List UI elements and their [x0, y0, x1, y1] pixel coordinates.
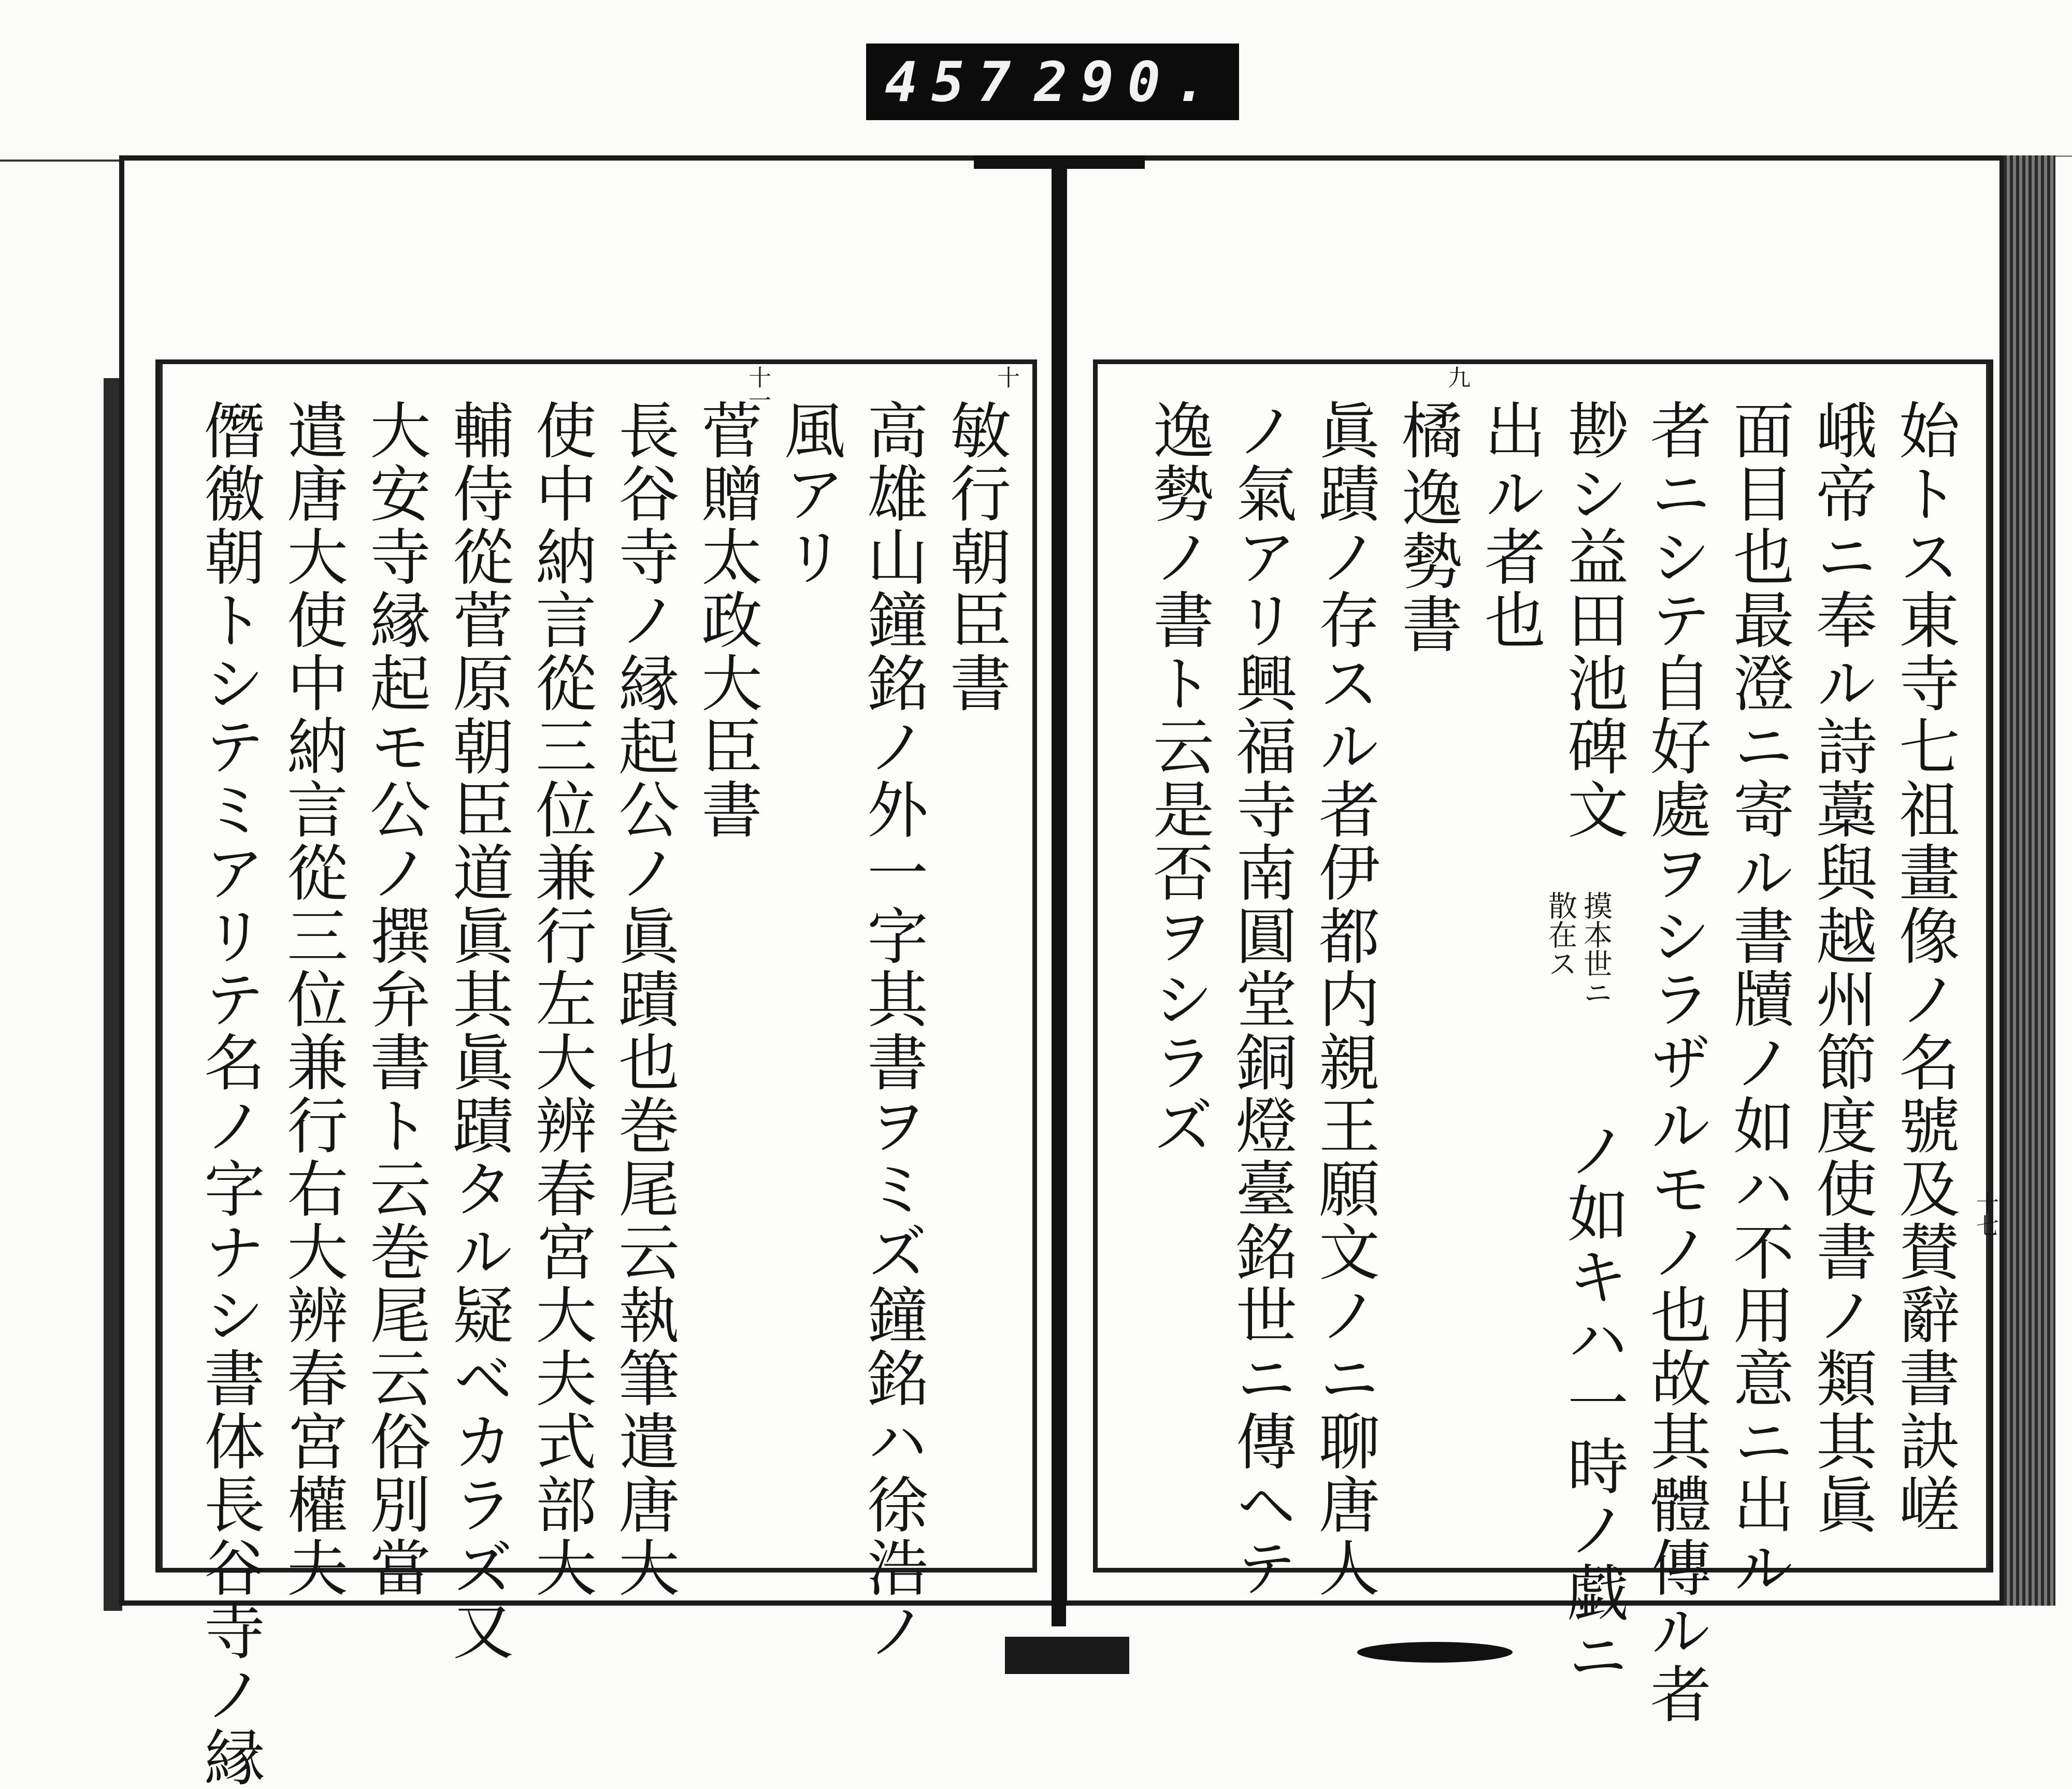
catalog-number-left: 457: [885, 50, 1025, 114]
text-column: 面目也最澄ニ寄ル書牘ノ如ハ不用意ニ出ル: [1723, 399, 1794, 1599]
frame-rule: [1986, 364, 1989, 1568]
section-number: 十: [993, 366, 1019, 388]
text-column: 者ニシテ自好處ヲシラザルモノ也故其體傳ル者: [1640, 399, 1711, 1726]
text-column: 出ル者也: [1474, 399, 1546, 652]
text-column: 始トス東寺七祖畫像ノ名號及賛辭書訣嵯: [1889, 399, 1960, 1536]
catalog-label: [866, 44, 1239, 120]
binding-clip: [1005, 1637, 1129, 1674]
folio-number: 十七: [1972, 1191, 1998, 1237]
section-number: 九: [1444, 366, 1470, 388]
book-spine: [1052, 155, 1066, 1626]
interlinear-note: 散在ス: [1544, 891, 1577, 978]
interlinear-note: 摸本世ニ: [1579, 891, 1613, 1007]
text-column: 高雄山鐘銘ノ外一字其書ヲミズ鐘銘ハ徐浩ノ: [857, 399, 928, 1663]
section-heading: 逸勢書: [1391, 466, 1463, 656]
section-number: 十一: [744, 366, 771, 411]
text-column: ノ氣アリ興福寺南圓堂銅燈臺銘世ニ傳ヘテ: [1226, 399, 1297, 1599]
catalog-number-right: 290.: [1034, 50, 1220, 114]
text-column: 僭徼朝トシテミアリテ名ノ字ナシ書体長谷寺ノ縁: [194, 399, 265, 1789]
text-column: 逸勢ノ書ト云是否ヲシラズ: [1143, 399, 1214, 1157]
section-heading: 菅贈太政大臣書: [691, 399, 762, 841]
text-column: 輔侍從菅原朝臣道眞其眞蹟タル疑ベカラズ又: [442, 399, 514, 1663]
text-column: 尠シ益田池碑文: [1557, 399, 1629, 841]
text-column: 使中納言從三位兼行左大辨春宮大夫式部大: [525, 399, 597, 1599]
text-column: 長谷寺ノ縁起公ノ眞蹟也巻尾云執筆遣唐大: [608, 399, 680, 1599]
text-column: 大安寺縁起モ公ノ撰弁書ト云巻尾云俗別當: [359, 399, 431, 1599]
text-column: 遣唐大使中納言從三位兼行右大辨春宮權夫: [277, 399, 348, 1599]
frame-rule: [160, 364, 163, 1568]
binding-shadow: [1357, 1642, 1513, 1663]
section-heading: 橘: [1391, 399, 1463, 462]
text-column: 眞蹟ノ存スル者伊都内親王願文ノニ聊唐人: [1308, 399, 1380, 1599]
section-heading: 敏行朝臣書: [940, 399, 1011, 715]
text-column: 風アリ: [774, 399, 845, 588]
text-column: 峨帝ニ奉ル詩藁與越州節度使書ノ類其眞: [1806, 399, 1877, 1536]
book-edge-right: [2004, 155, 2055, 1606]
text-column: ノ如キハ一時ノ戯ニ: [1557, 1119, 1629, 1687]
